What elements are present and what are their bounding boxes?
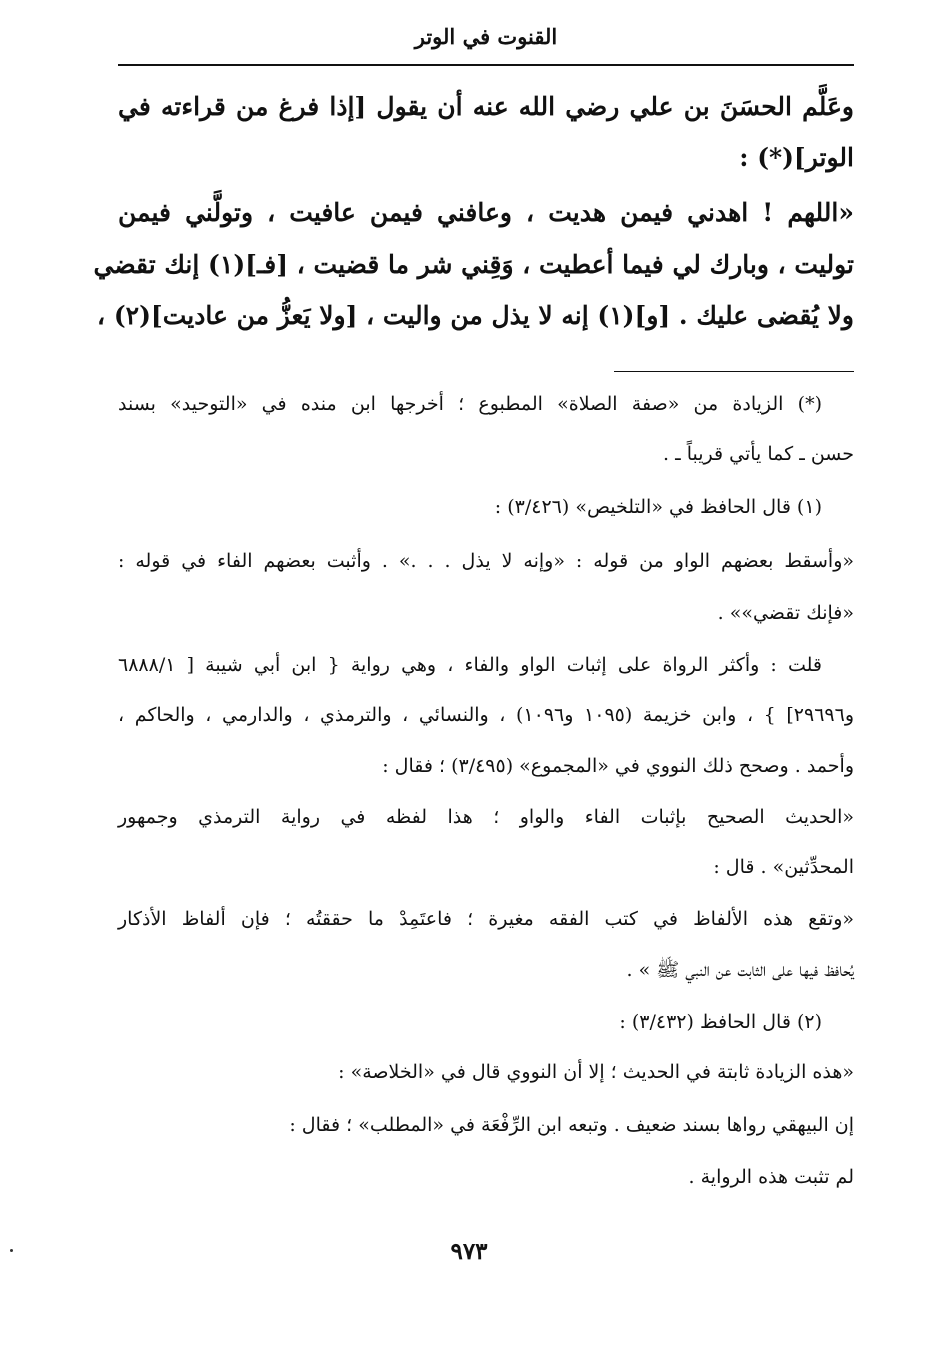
footnote-line: قلت : وأكثر الرواة على إثبات الواو والفاء ، وهي رواية { ابن أبي شيبة [ ٦٨٨٨/١ <box>118 654 822 676</box>
main-text-line: «اللهم ! اهدني فيمن هديت ، وعافني فيمن عافيت ، وتولَّني فيمن <box>118 198 854 227</box>
running-title: القنوت في الوتر <box>414 24 558 49</box>
footnote-line: «فإنك تقضي»» . <box>717 602 854 624</box>
footnote-line: (*) الزيادة من «صفة الصلاة» المطبوع ؛ أخرجها ابن منده في «التوحيد» بسند <box>118 393 822 415</box>
footnote-line: «وأسقط بعضهم الواو من قوله : «وإنه لا يذل . . .» . وأثبت بعضهم الفاء في قوله : <box>118 550 854 572</box>
footnote-line: وأحمد . وصحح ذلك النووي في «المجموع» (٣/٤٩٥) ؛ فقال : <box>382 755 854 777</box>
main-text-line: ولا يُقضى عليك . [و](١) إنه لا يذل من واليت ، [ولا يَعزُّ من عاديت](٢) ، <box>97 301 854 330</box>
footnote-separator <box>614 371 854 372</box>
footnote-line: حسن ـ كما يأتي قريباً ـ . <box>663 443 854 465</box>
main-text-line: الوتر](*) : <box>739 143 854 172</box>
main-text-line: وعَلَّم الحسَنَ بن علي رضي الله عنه أن يقول [إذا فرغ من قراءته في <box>118 92 854 121</box>
footnote-line: «هذه الزيادة ثابتة في الحديث ؛ إلا أن النووي قال في «الخلاصة» : <box>338 1061 854 1083</box>
main-text-line: توليت ، وبارك لي فيما أعطيت ، وَقِني شر ما قضيت ، [فـ](١) إنك تقضي <box>93 250 854 279</box>
scan-speck <box>10 1249 13 1252</box>
footnote-line: لم تثبت هذه الرواية . <box>688 1166 854 1188</box>
footnote-line: إن البيهقي رواها بسند ضعيف . وتبعه ابن الرِّفْعَة في «المطلب» ؛ فقال : <box>289 1114 854 1136</box>
footnote-line: (٢) قال الحافظ (٣/٤٣٢) : <box>619 1011 822 1033</box>
footnote-line: المحدِّثين» . قال : <box>713 856 854 878</box>
footnote-line: «الحديث الصحيح بإثبات الفاء والواو ؛ هذا لفظه في رواية الترمذي وجمهور <box>118 806 854 828</box>
footnote-line: «وتقع هذه الألفاظ في كتب الفقه مغيرة ؛ فاعتَمِدْ ما حققتُه ؛ فإن ألفاظ الأذكار <box>118 908 854 930</box>
header-rule <box>118 64 854 66</box>
footnote-line: (١) قال الحافظ في «التلخيص» (٣/٤٢٦) : <box>494 496 822 518</box>
footnote-line: و٢٩٦٩٦] } ، وابن خزيمة (١٠٩٥ و١٠٩٦) ، والنسائي ، والترمذي ، والدارمي ، والحاكم ، <box>118 704 854 726</box>
footnote-line: يُحافظ فيها على الثابت عن النبي ﷺ » . <box>626 959 854 981</box>
page-number: ٩٧٣ <box>450 1238 488 1265</box>
